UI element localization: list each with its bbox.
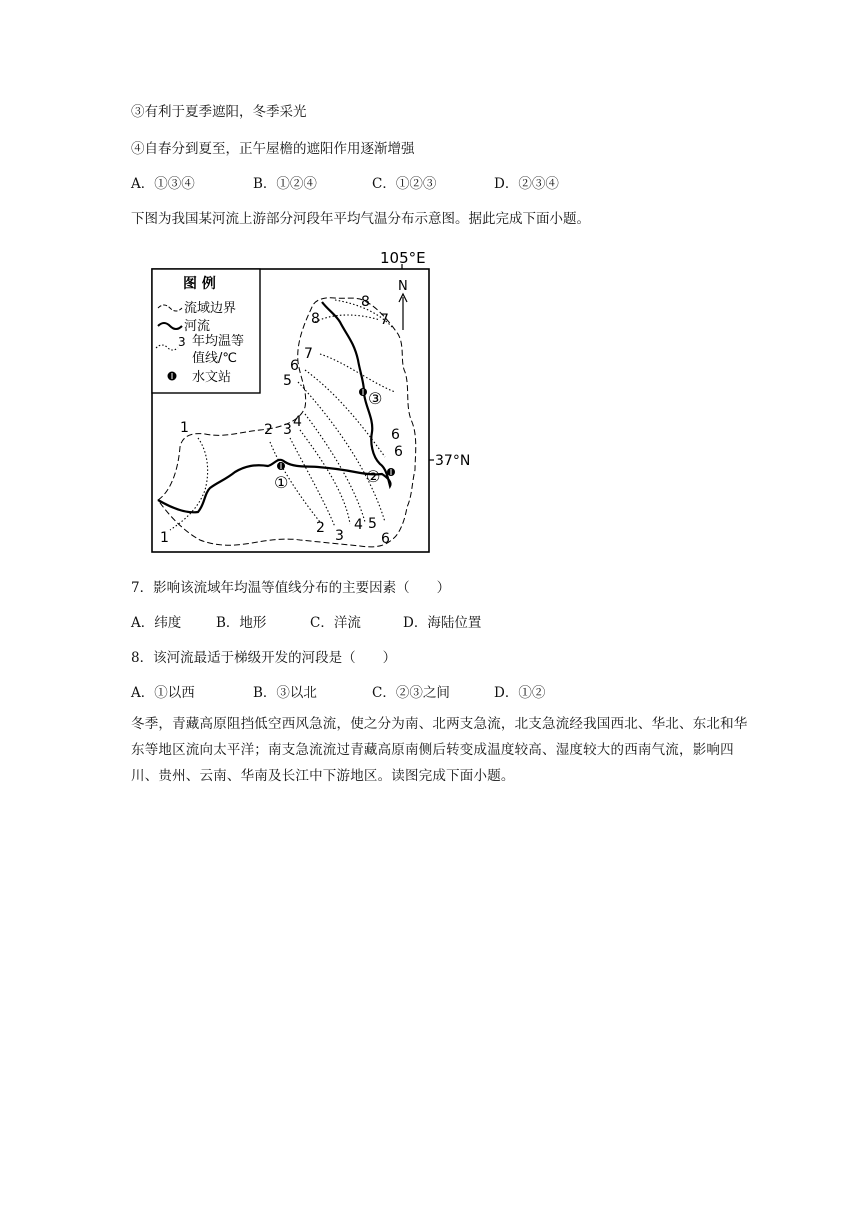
q6-option-c[interactable]: C．①②③ [372, 176, 437, 192]
iso-label: 5 [283, 373, 292, 389]
iso-label: 8 [311, 311, 320, 327]
intro-paragraph-1: 下图为我国某河流上游部分河段年平均气温分布示意图。据此完成下面小题。 [131, 211, 590, 227]
question-7: 7．影响该流域年均温等值线分布的主要因素（ ） [131, 580, 451, 596]
iso-label: 4 [293, 414, 302, 430]
q6-option-b[interactable]: B．①②④ [253, 176, 317, 192]
iso-label: 1 [180, 420, 189, 436]
q7-option-a[interactable]: A．纬度 [131, 615, 182, 631]
q8-option-a[interactable]: A．①以西 [131, 685, 195, 701]
station-1-label: ① [274, 473, 289, 492]
q7-option-d[interactable]: D．海陆位置 [403, 615, 482, 631]
iso-label: 7 [380, 312, 389, 328]
iso-label: 1 [160, 530, 169, 546]
legend-boundary: 流域边界 [184, 301, 237, 316]
iso-label: 5 [368, 516, 377, 532]
option-statement-3: ③有利于夏季遮阳，冬季采光 [131, 104, 307, 120]
iso-label: 7 [304, 346, 313, 362]
q6-option-a[interactable]: A．①③④ [131, 176, 195, 192]
legend-station: 水文站 [192, 370, 232, 385]
q7-option-b[interactable]: B．地形 [216, 615, 267, 631]
station-2-label: ② [366, 467, 381, 486]
q8-option-d[interactable]: D．①② [494, 685, 546, 701]
iso-label: 6 [391, 427, 400, 443]
intro-paragraph-2: 冬季，青藏高原阻挡低空西风急流，使之分为南、北两支急流，北支急流经我国西北、华北、东北和华东等地区流向太平洋；南支急流流过青藏高原南侧后转变成温度较高、湿度较大的西南气流，影响四川、贵州、云南、华南及长江中下游地区。读图完成下面小题。 [131, 716, 748, 784]
legend-river: 河流 [184, 319, 211, 334]
latitude-label: 37°N [435, 453, 471, 469]
iso-label: 8 [361, 294, 370, 310]
legend-iso-prefix: 3 [178, 335, 186, 349]
longitude-label: 105°E [380, 249, 426, 267]
q8-option-b[interactable]: B．③以北 [253, 685, 317, 701]
q6-option-d[interactable]: D．②③④ [494, 176, 559, 192]
option-statement-4: ④自春分到夏至，正午屋檐的遮阳作用逐渐增强 [131, 141, 415, 157]
question-8: 8．该河流最适于梯级开发的河段是（ ） [131, 650, 397, 666]
legend-title: 图 例 [183, 276, 216, 292]
iso-label: 6 [290, 358, 299, 374]
north-label: N [398, 279, 408, 294]
iso-label: 6 [394, 444, 403, 460]
isotherm-map [150, 242, 471, 554]
iso-label: 2 [264, 422, 273, 438]
legend-iso-line2: 值线/℃ [192, 351, 237, 366]
iso-label: 3 [283, 422, 292, 438]
legend-iso-line1: 年均温等 [192, 334, 245, 349]
iso-label: 4 [354, 517, 363, 533]
iso-label: 2 [316, 520, 325, 536]
q8-option-c[interactable]: C．②③之间 [372, 685, 450, 701]
iso-label: 3 [335, 528, 344, 544]
iso-label: 6 [381, 531, 390, 547]
q7-option-c[interactable]: C．洋流 [310, 615, 361, 631]
isotherm-map-figure [150, 242, 471, 554]
station-3-label: ③ [368, 389, 383, 408]
